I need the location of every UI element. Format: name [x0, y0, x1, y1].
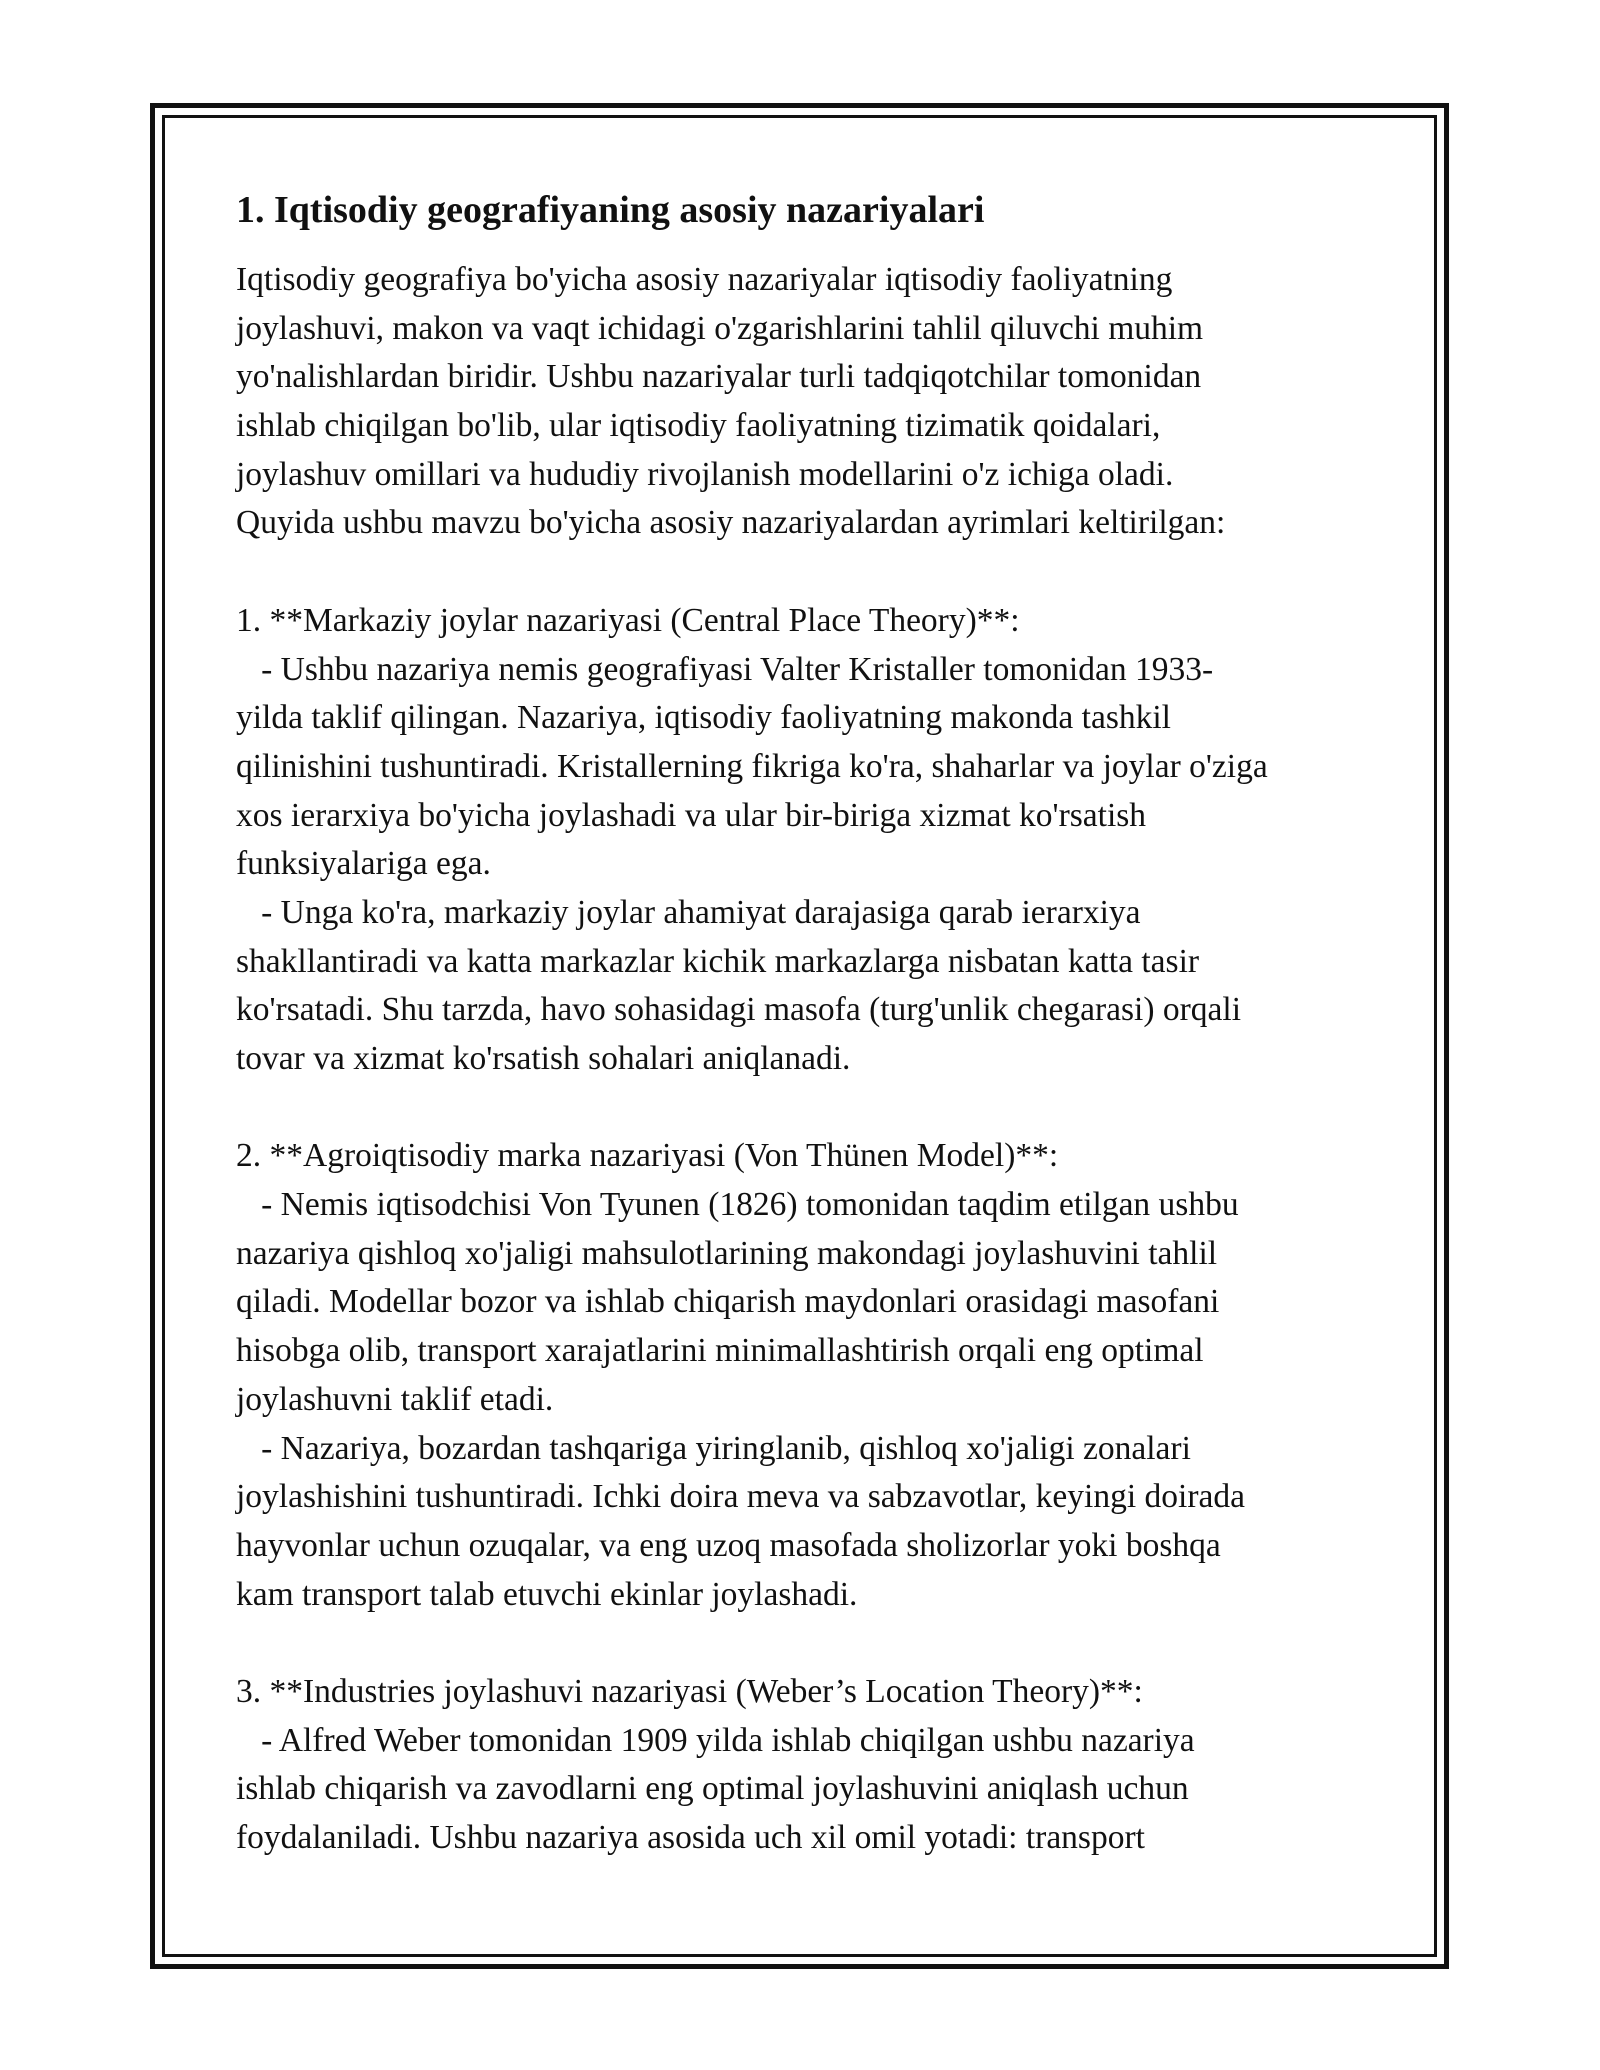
text-line: ishlab chiqarish va zavodlarni eng optimal joylashuvini aniqlash uchun — [236, 1770, 1189, 1808]
text-line: - Alfred Weber tomonidan 1909 yilda ishlab chiqilgan ushbu nazariya — [236, 1721, 1195, 1759]
theory-heading: 2. **Agroiqtisodiy marka nazariyasi (Von Thünen Model)**: — [236, 1137, 1059, 1175]
text-line: yilda taklif qilingan. Nazariya, iqtisodiy faoliyatning makonda tashkil — [236, 699, 1171, 737]
text-line: joylashishini tushuntiradi. Ichki doira meva va sabzavotlar, keyingi doirada — [236, 1478, 1245, 1516]
text-line: qilinishini tushuntiradi. Kristallerning fikriga ko'ra, shaharlar va joylar o'ziga — [236, 747, 1268, 785]
text-line: Iqtisodiy geografiya bo'yicha asosiy nazariyalar iqtisodiy faoliyatning — [236, 261, 1173, 298]
blank-line — [236, 1084, 1386, 1133]
text-line: ishlab chiqilgan bo'lib, ular iqtisodiy faoliyatning tizimatik qoidalari, — [236, 407, 1161, 445]
text-line: - Unga ko'ra, markaziy joylar ahamiyat darajasiga qarab ierarxiya — [236, 893, 1141, 931]
text-line: - Nemis iqtisodchisi Von Tyunen (1826) tomonidan taqdim etilgan ushbu — [236, 1186, 1239, 1224]
text-line: funksiyalariga ega. — [236, 845, 491, 883]
blank-line — [236, 548, 1386, 597]
text-line: qiladi. Modellar bozor va ishlab chiqarish maydonlari orasidagi masofani — [236, 1283, 1220, 1321]
text-line: nazariya qishloq xo'jaligi mahsulotlarining makondagi joylashuvini tahlil — [236, 1234, 1218, 1272]
document-body — [236, 186, 1386, 1863]
section-heading: 1. Iqtisodiy geografiyaning asosiy nazariyalari — [236, 189, 985, 231]
text-line: xos ierarxiya bo'yicha joylashadi va ular bir-biriga xizmat ko'rsatish — [236, 796, 1147, 834]
text-line: foydalaniladi. Ushbu nazariya asosida uch xil omil yotadi: transport — [236, 1819, 1145, 1856]
text-line: - Ushbu nazariya nemis geografiyasi Valter Kristaller tomonidan 1933- — [236, 650, 1214, 688]
text-line: shakllantiradi va katta markazlar kichik markazlarga nisbatan katta tasir — [236, 942, 1200, 980]
text-line: joylashuvni taklif etadi. — [236, 1380, 554, 1418]
text-line: Quyida ushbu mavzu bo'yicha asosiy nazariyalardan ayrimlari keltirilgan: — [236, 504, 1226, 542]
text-line: yo'nalishlardan biridir. Ushbu nazariyalar turli tadqiqotchilar tomonidan — [236, 358, 1202, 396]
blank-line — [236, 1619, 1386, 1668]
theory-heading: 1. **Markaziy joylar nazariyasi (Central Place Theory)**: — [236, 601, 1020, 639]
text-line: hayvonlar uchun ozuqalar, va eng uzoq masofada sholizorlar yoki boshqa — [236, 1526, 1221, 1564]
text-line: hisobga olib, transport xarajatlarini minimallashtirish orqali eng optimal — [236, 1332, 1204, 1370]
text-line: joylashuvi, makon va vaqt ichidagi o'zgarishlarini tahlil qiluvchi muhim — [236, 309, 1204, 347]
theory-heading: 3. **Industries joylashuvi nazariyasi (Weber’s Location Theory)**: — [236, 1672, 1143, 1710]
text-line: joylashuv omillari va hududiy rivojlanish modellarini o'z ichiga oladi. — [236, 455, 1174, 493]
text-line: ko'rsatadi. Shu tarzda, havo sohasidagi masofa (turg'unlik chegarasi) orqali — [236, 991, 1241, 1029]
text-line: - Nazariya, bozardan tashqariga yiringlanib, qishloq xo'jaligi zonalari — [236, 1429, 1191, 1467]
text-line: tovar va xizmat ko'rsatish sohalari aniqlanadi. — [236, 1040, 851, 1077]
text-line: kam transport talab etuvchi ekinlar joylashadi. — [236, 1575, 858, 1613]
